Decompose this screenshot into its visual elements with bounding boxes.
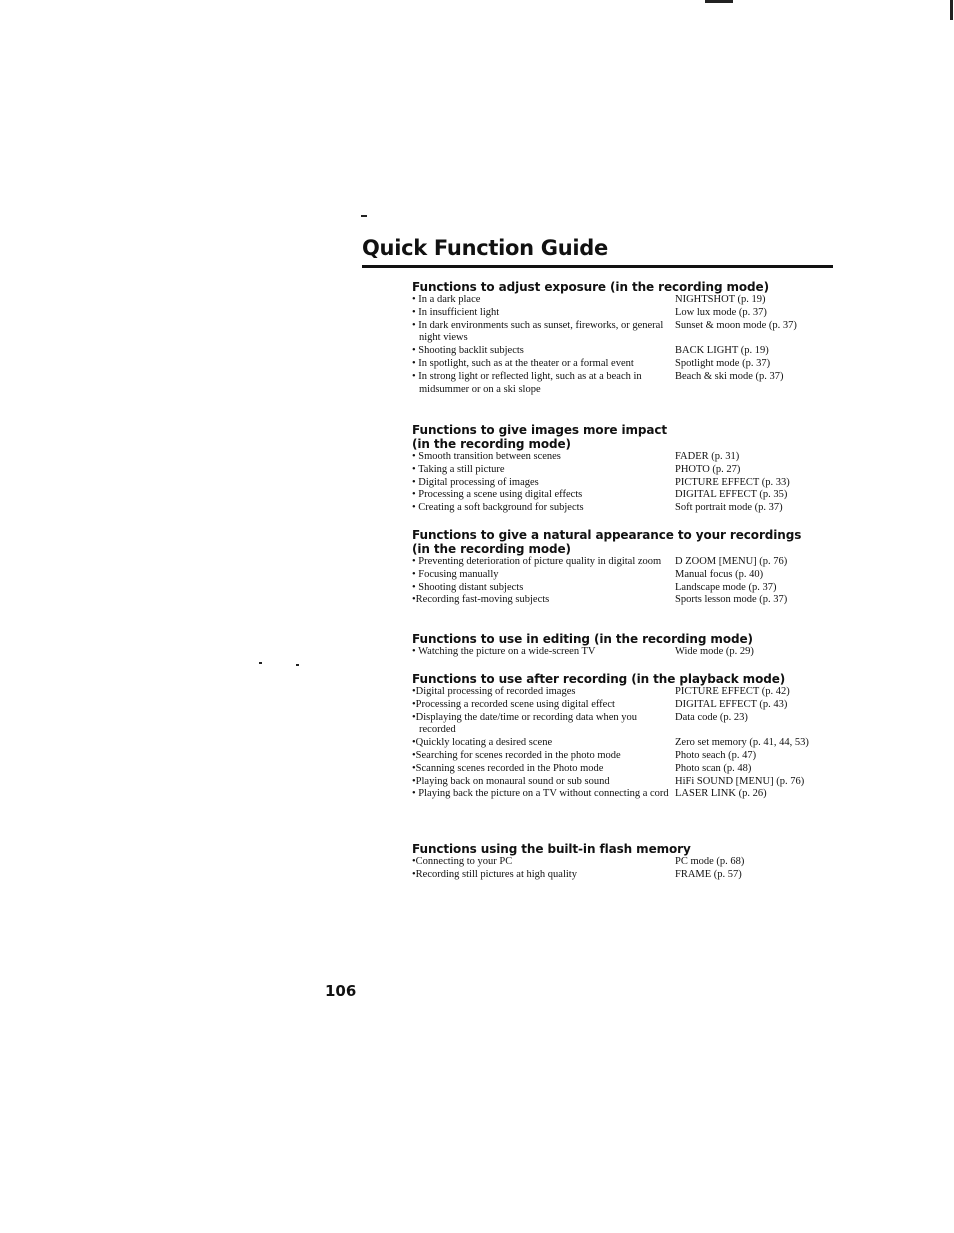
function-description: •Recording still pictures at high quality — [412, 868, 577, 880]
scan-mark-right — [950, 0, 953, 20]
function-description: • Shooting distant subjects — [412, 581, 524, 593]
function-reference: PICTURE EFFECT (p. 33) — [675, 476, 790, 488]
function-reference: Low lux mode (p. 37) — [675, 306, 767, 318]
function-reference: Sunset & moon mode (p. 37) — [675, 319, 797, 331]
function-row — [412, 345, 832, 358]
function-row — [412, 371, 832, 397]
function-description: • Digital processing of images — [412, 476, 539, 488]
section-heading: Functions to adjust exposure (in the recording mode) — [412, 280, 769, 294]
function-description: •Recording fast-moving subjects — [412, 594, 550, 606]
function-row — [412, 307, 832, 320]
function-row — [412, 712, 832, 738]
section — [412, 672, 832, 801]
section-heading: Functions to use after recording (in the playback mode) — [412, 672, 786, 686]
function-description: •Playing back on monaural sound or sub sound — [412, 775, 610, 787]
function-row — [412, 763, 832, 776]
function-reference: Photo seach (p. 47) — [675, 749, 757, 761]
function-description: • Smooth transition between scenes — [412, 451, 561, 462]
function-reference: PHOTO (p. 27) — [675, 463, 741, 475]
function-row — [412, 776, 832, 789]
function-row — [412, 750, 832, 763]
function-reference: LASER LINK (p. 26) — [675, 788, 767, 800]
scan-speck — [259, 662, 262, 664]
function-row — [412, 788, 832, 801]
function-row — [412, 646, 832, 659]
function-reference: Wide mode (p. 29) — [675, 646, 754, 657]
function-reference: DIGITAL EFFECT (p. 43) — [675, 698, 788, 710]
function-row — [412, 464, 832, 477]
scan-mark-top — [705, 0, 733, 3]
function-row — [412, 320, 832, 346]
page-title: Quick Function Guide — [362, 236, 608, 260]
function-description: • Focusing manually — [412, 568, 499, 580]
section — [412, 280, 832, 396]
scan-speck — [296, 664, 299, 666]
function-reference: Data code (p. 23) — [675, 711, 748, 723]
function-description: •Scanning scenes recorded in the Photo mode — [412, 762, 604, 774]
section-heading: Functions to give a natural appearance to your recordings (in the recording mode) — [412, 528, 802, 556]
function-row — [412, 556, 832, 569]
function-description: • Taking a still picture — [412, 463, 505, 475]
function-description: •Quickly locating a desired scene — [412, 737, 553, 749]
function-row — [412, 569, 832, 582]
function-description: •Digital processing of recorded images — [412, 686, 576, 697]
function-description: • In strong light or reflected light, such as at a beach in midsummer or on a ski slope — [412, 370, 642, 395]
function-reference: NIGHTSHOT (p. 19) — [675, 294, 766, 305]
function-row — [412, 451, 832, 464]
function-row — [412, 686, 832, 699]
function-description: • Processing a scene using digital effects — [412, 489, 583, 501]
function-description: • Playing back the picture on a TV without connecting a cord — [412, 788, 669, 800]
function-description: •Searching for scenes recorded in the photo mode — [412, 749, 621, 761]
function-row — [412, 477, 832, 490]
function-reference: PC mode (p. 68) — [675, 856, 745, 867]
section — [412, 632, 832, 659]
section — [412, 423, 832, 515]
function-description: • In insufficient light — [412, 306, 500, 318]
function-description: • Watching the picture on a wide-screen TV — [412, 646, 596, 657]
function-description: • In spotlight, such as at the theater or a formal event — [412, 357, 634, 369]
function-reference: HiFi SOUND [MENU] (p. 76) — [675, 775, 805, 787]
section-heading: Functions using the built-in flash memory — [412, 842, 691, 856]
function-description: • Preventing deterioration of picture quality in digital zoom — [412, 556, 662, 567]
section — [412, 528, 832, 607]
function-reference: Photo scan (p. 48) — [675, 762, 752, 774]
function-reference: FRAME (p. 57) — [675, 868, 742, 880]
function-reference: Zero set memory (p. 41, 44, 53) — [675, 737, 809, 749]
function-reference: FADER (p. 31) — [675, 451, 740, 462]
function-reference: Beach & ski mode (p. 37) — [675, 370, 784, 382]
function-description: • In a dark place — [412, 294, 481, 305]
function-description: • In dark environments such as sunset, fireworks, or general night views — [412, 319, 664, 344]
function-description: •Displaying the date/time or recording data when you recorded — [412, 711, 637, 736]
function-reference: Manual focus (p. 40) — [675, 568, 764, 580]
function-reference: Spotlight mode (p. 37) — [675, 357, 771, 369]
function-reference: D ZOOM [MENU] (p. 76) — [675, 556, 788, 567]
function-reference: Landscape mode (p. 37) — [675, 581, 777, 593]
function-reference: BACK LIGHT (p. 19) — [675, 345, 769, 357]
title-rule — [362, 265, 833, 268]
function-row — [412, 358, 832, 371]
function-reference: Sports lesson mode (p. 37) — [675, 594, 788, 606]
function-reference: Soft portrait mode (p. 37) — [675, 502, 783, 514]
function-row — [412, 489, 832, 502]
page-number: 106 — [325, 982, 357, 1000]
function-row — [412, 294, 832, 307]
function-description: • Creating a soft background for subjects — [412, 502, 584, 514]
function-row — [412, 582, 832, 595]
section-heading: Functions to give images more impact (in the recording mode) — [412, 423, 668, 451]
scan-speck — [361, 215, 367, 217]
function-row — [412, 502, 832, 515]
function-row — [412, 594, 832, 607]
function-row — [412, 869, 832, 882]
function-row — [412, 737, 832, 750]
function-row — [412, 699, 832, 712]
function-description: • Shooting backlit subjects — [412, 345, 524, 357]
function-description: •Processing a recorded scene using digital effect — [412, 698, 615, 710]
function-reference: PICTURE EFFECT (p. 42) — [675, 686, 790, 697]
section — [412, 842, 832, 882]
section-heading: Functions to use in editing (in the recording mode) — [412, 632, 753, 646]
function-reference: DIGITAL EFFECT (p. 35) — [675, 489, 788, 501]
function-description: •Connecting to your PC — [412, 856, 513, 867]
function-row — [412, 856, 832, 869]
